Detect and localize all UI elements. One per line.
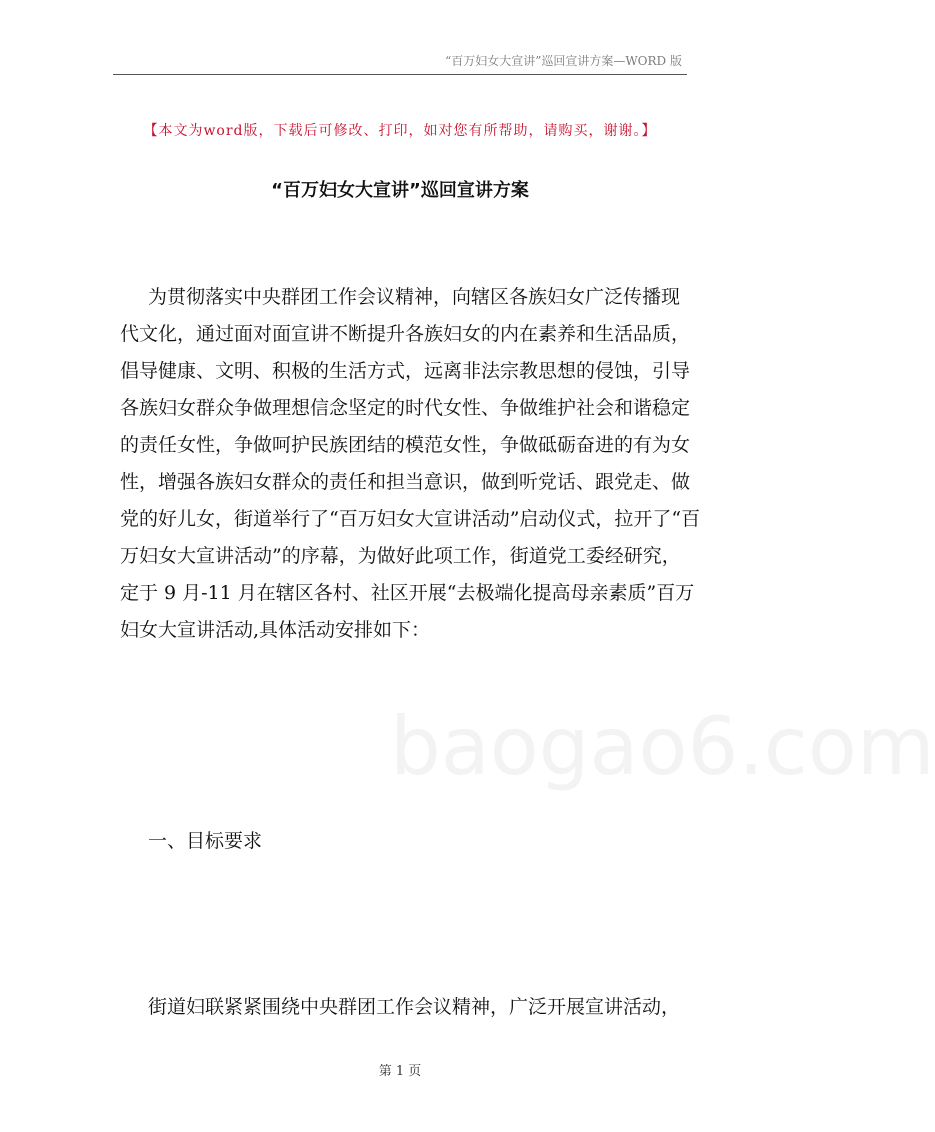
body-line-1: 为贯彻落实中央群团工作会议精神，向辖区各族妇女广泛传播现	[148, 286, 681, 308]
header-divider	[113, 74, 687, 75]
body-line-6: 性，增强各族妇女群众的责任和担当意识，做到听党话、跟党走、做	[120, 471, 691, 493]
body-line-2: 代文化，通过面对面宣讲不断提升各族妇女的内在素养和生活品质，	[120, 323, 691, 345]
body-line-8: 万妇女大宣讲活动”的序幕，为做好此项工作，街道党工委经研究，	[120, 545, 681, 567]
running-header: “百万妇女大宣讲”巡回宣讲方案—WORD 版	[445, 54, 682, 68]
body-line-10: 妇女大宣讲活动,具体活动安排如下：	[120, 619, 431, 641]
watermark: baogao6.com	[390, 700, 935, 793]
section-heading: 一、目标要求	[148, 830, 263, 852]
body-line-4: 各族妇女群众争做理想信念坚定的时代女性、争做维护社会和谐稳定	[120, 397, 691, 419]
body-line-5: 的责任女性，争做呵护民族团结的模范女性，争做砥砺奋进的有为女	[120, 434, 691, 456]
body-line-3: 倡导健康、文明、积极的生活方式，远离非法宗教思想的侵蚀，引导	[120, 360, 691, 382]
download-notice: 【本文为word版，下载后可修改、打印，如对您有所帮助，请购买，谢谢。】	[143, 123, 657, 139]
page-number: 第 1 页	[378, 1064, 422, 1079]
body-line-9: 定于 9 月-11 月在辖区各村、社区开展“去极端化提高母亲素质”百万	[120, 582, 695, 604]
body-line-last: 街道妇联紧紧围绕中央群团工作会议精神，广泛开展宣讲活动，	[148, 996, 681, 1018]
document-title: “百万妇女大宣讲”巡回宣讲方案	[271, 180, 529, 201]
body-line-7: 党的好儿女，街道举行了“百万妇女大宣讲活动”启动仪式，拉开了“百	[120, 508, 701, 530]
